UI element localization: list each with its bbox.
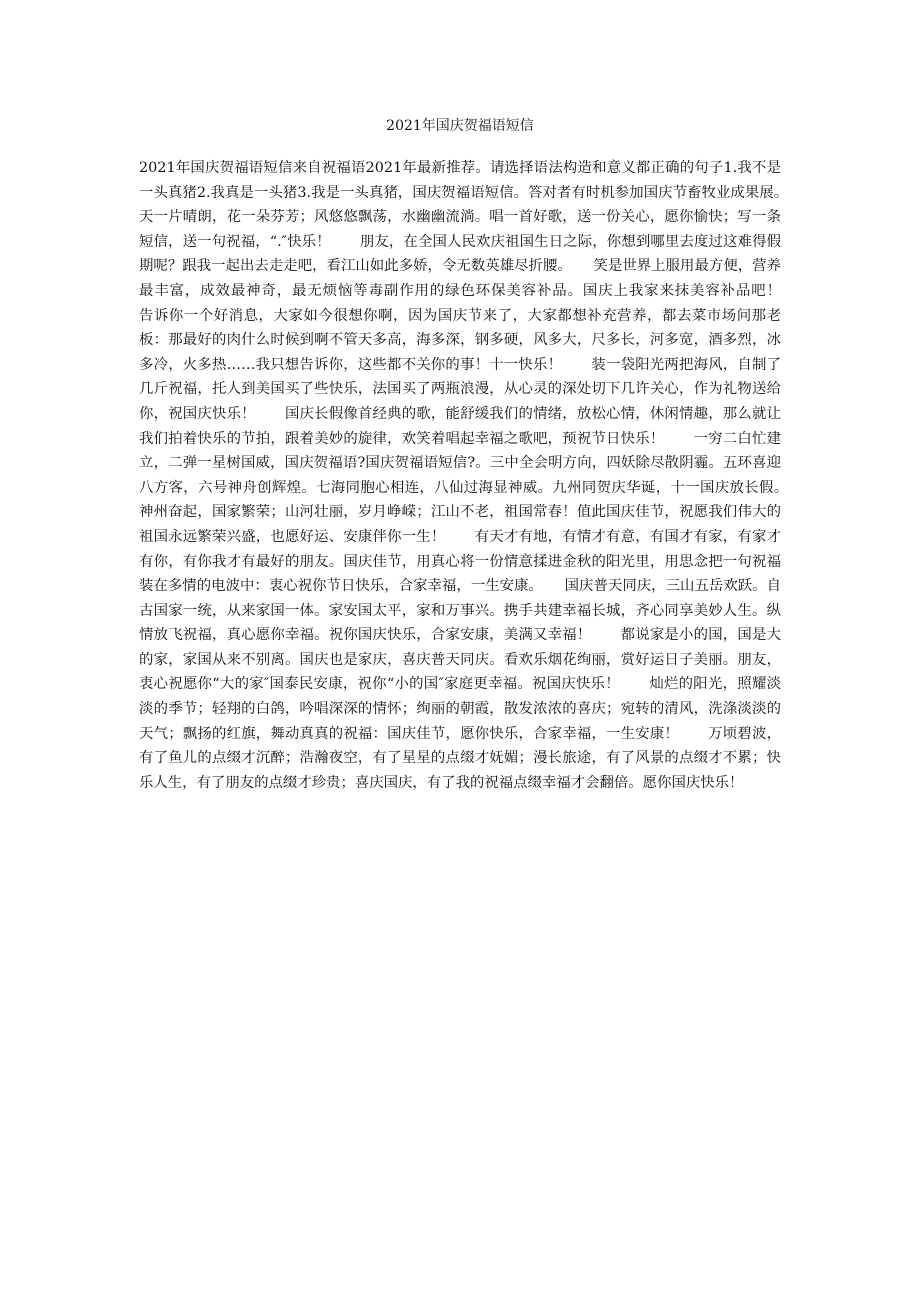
document-title: 2021年国庆贺福语短信 bbox=[386, 118, 534, 134]
document-body-paragraph: 2021年国庆贺福语短信来自祝福语2021年最新推荐。请选择语法构造和意义都正确的句子1.我不是一头真猪2.我真是一头猪3.我是一头真猪，国庆贺福语短信。答对者有时机参加国庆节畜牧业成果展。 天一片晴朗，花一朵芬芳；风悠悠飘荡，水幽幽流淌。唱一首好歌，送一份关心，愿你愉快；写一条短信，送一句祝福，“.″快乐！ 朋友，在全国人民欢庆祖国生日之际，你想到哪里去度过这难得假期呢？跟我一起出去走走吧，看江山如此多娇，令无数英雄尽折腰。 笑是世界上服用最方便，营养最丰富，成效最神奇，最无烦恼等毒副作用的绿色环保美容补品。国庆上我家来抹美容补品吧！ 告诉你一个好消息，大家如今很想你啊，因为国庆节来了，大家都想补充营养，都去菜市场问那老板：那最好的肉什么时候到啊不管天多高，海多深，钢多硬，风多大，尺多长，河多宽，酒多烈，冰多冷，火多热……我只想告诉你，这些都不关你的事！十一快乐！ 装一袋阳光两把海风，自制了几斤祝福，托人到美国买了些快乐，法国买了两瓶浪漫，从心灵的深处切下几许关心，作为礼物送给你，祝国庆快乐！ 国庆长假像首经典的歌，能舒缓我们的情绪，放松心情，休闲情趣，那么就让我们拍着快乐的节拍，跟着美妙的旋律，欢笑着唱起幸福之歌吧，预祝节日快乐！ 一穷二白忙建立，二弹一星树国威，国庆贺福语?国庆贺福语短信?。三中全会明方向，四妖除尽散阴霾。五环喜迎八方客，六号神舟创辉煌。七海同胞心相连，八仙过海显神威。九州同贺庆华诞，十一国庆放长假。 神州奋起，国家繁荣；山河壮丽，岁月峥嵘；江山不老，祖国常春！值此国庆佳节，祝愿我们伟大的祖国永远繁荣兴盛，也愿好运、安康伴你一生！ 有天才有地，有情才有意，有国才有家，有家才有你，有你我才有最好的朋友。国庆佳节，用真心将一份情意揉进金秋的阳光里，用思念把一句祝福装在多情的电波中：衷心祝你节日快乐，合家幸福，一生安康。 国庆普天同庆，三山五岳欢跃。自古国家一统，从来家国一体。家安国太平，家和万事兴。携手共建幸福长城，齐心同享美妙人生。纵情放飞祝福，真心愿你幸福。祝你国庆快乐，合家安康，美满又幸福！ 都说家是小的国，国是大的家，家国从来不别离。国庆也是家庆，喜庆普天同庆。看欢乐烟花绚丽，赏好运日子美丽。朋友，衷心祝愿你“大的家″国泰民安康，祝你“小的国″家庭更幸福。祝国庆快乐！ 灿烂的阳光，照耀淡淡的季节；轻翔的白鸽，吟唱深深的情怀；绚丽的朝霞，散发浓浓的喜庆；宛转的清风，洗涤淡淡的天气；飘扬的红旗，舞动真真的祝福：国庆佳节，愿你快乐，合家幸福，一生安康！ 万顷碧波，有了鱼儿的点缀才沉醉；浩瀚夜空，有了星星的点缀才妩媚；漫长旅途，有了风景的点缀才不累；快乐人生，有了朋友的点缀才珍贵；喜庆国庆，有了我的祝福点缀幸福才会翻倍。愿你国庆快乐！ bbox=[139, 160, 810, 791]
